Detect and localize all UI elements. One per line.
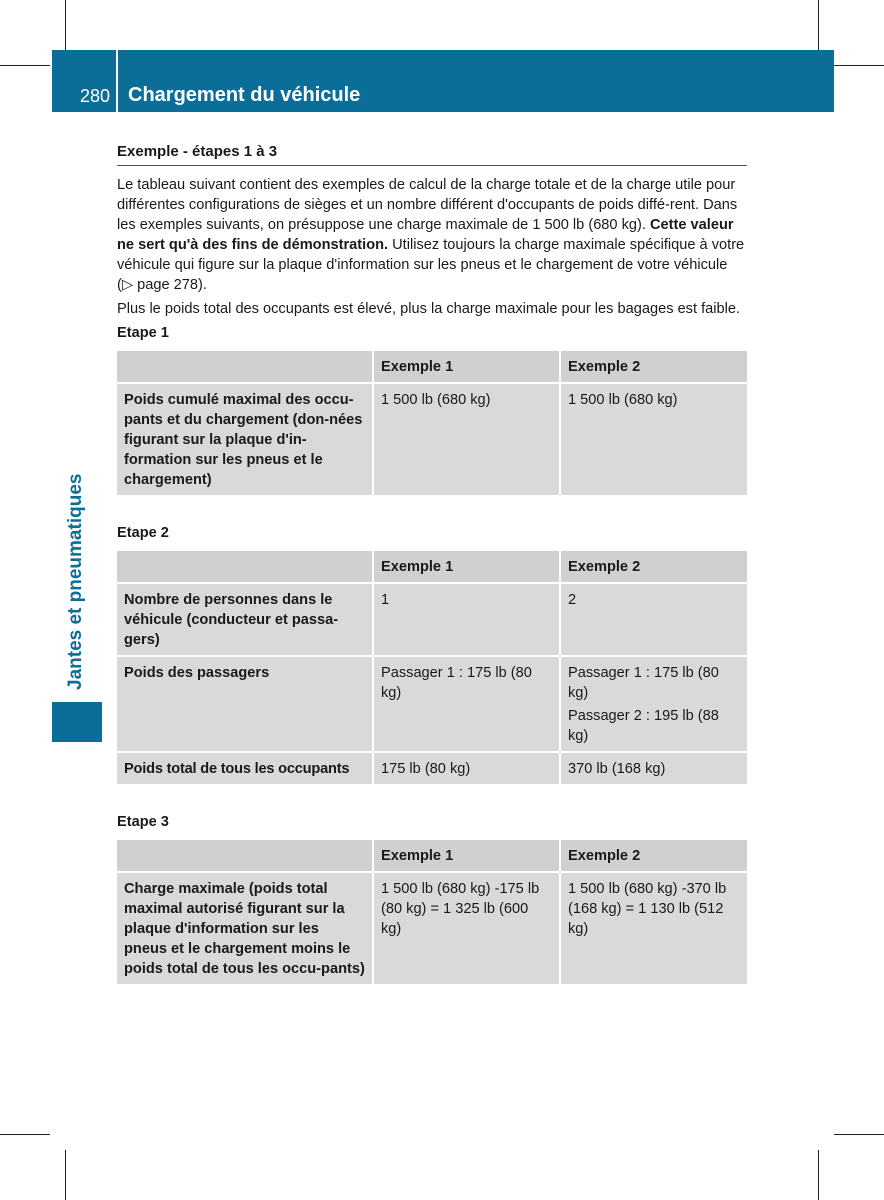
table-corner-cell xyxy=(117,551,373,583)
side-tab-label: Jantes et pneumatiques xyxy=(65,473,86,690)
table-cell: 370 lb (168 kg) xyxy=(560,752,747,785)
table-row xyxy=(117,383,747,496)
table-corner-cell xyxy=(117,840,373,872)
table-cell: 175 lb (80 kg) xyxy=(373,752,560,785)
step-label: Etape 3 xyxy=(117,814,169,830)
table-cell: Passager 1 : 175 lb (80 kg) xyxy=(373,656,560,752)
intro-text: Le tableau suivant contient des exemples de calcul de la charge totale et de la charge utile pour différentes configurations de sièges et un nombre différent d'occupants de poids diffé-rent. Dans les exemples suivants, on présuppose une charge maximale de 1 500 lb (680 kg). xyxy=(117,177,738,233)
table-cell xyxy=(560,656,747,752)
column-header: Exemple 1 xyxy=(373,840,560,872)
page-number: 280 xyxy=(79,86,110,106)
table-cell: 2 xyxy=(560,583,747,656)
step-table xyxy=(117,351,747,497)
main-content xyxy=(117,142,747,1012)
table-row xyxy=(117,583,747,656)
table-row xyxy=(117,752,747,785)
intro-text-continued: Utilisez toujours la charge maximale spécifique à votre véhicule qui figure sur la plaque d'information sur les pneus et le chargement de votre véhicule (▷ page 278). xyxy=(117,237,745,293)
crop-mark xyxy=(818,0,819,50)
table-cell: 1 500 lb (680 kg) xyxy=(373,383,560,496)
table-row xyxy=(117,656,747,752)
table-cell: 1 xyxy=(373,583,560,656)
column-header: Exemple 1 xyxy=(373,351,560,383)
step-label: Etape 2 xyxy=(117,525,169,541)
table-cell: 1 500 lb (680 kg) -175 lb (80 kg) = 1 325 lb (600 kg) xyxy=(373,872,560,985)
cell-line: Passager 1 : 175 lb (80 kg) xyxy=(568,665,719,701)
crop-mark xyxy=(65,0,66,50)
table-cell: 1 500 lb (680 kg) xyxy=(560,383,747,496)
column-header: Exemple 2 xyxy=(560,551,747,583)
intro-emphasis: Cette valeur ne sert qu'à des fins de démonstration. xyxy=(117,217,734,253)
crop-mark xyxy=(818,1150,819,1200)
crop-mark xyxy=(834,1134,884,1135)
table-header-row xyxy=(117,551,747,583)
row-header: Poids cumulé maximal des occu-pants et du chargement (don-nées figurant sur la plaque d'in-formation sur les pneus et le chargement) xyxy=(117,383,373,496)
table-header-row xyxy=(117,351,747,383)
table-cell: 1 500 lb (680 kg) -370 lb (168 kg) = 1 130 lb (512 kg) xyxy=(560,872,747,985)
header-divider xyxy=(116,50,118,112)
table-corner-cell xyxy=(117,351,373,383)
section-title: Exemple - étapes 1 à 3 xyxy=(117,142,747,166)
row-header: Charge maximale (poids total maximal autorisé figurant sur la plaque d'information sur les pneus et le chargement moins le poids total de tous les occu-pants) xyxy=(117,872,373,985)
intro-paragraph xyxy=(117,175,747,295)
column-header: Exemple 1 xyxy=(373,551,560,583)
step-label: Etape 1 xyxy=(117,325,169,341)
crop-mark xyxy=(0,1134,50,1135)
crop-mark xyxy=(834,65,884,66)
column-header: Exemple 2 xyxy=(560,840,747,872)
crop-mark xyxy=(0,65,50,66)
side-tab-marker xyxy=(52,702,102,742)
step-table xyxy=(117,840,747,986)
column-header: Exemple 2 xyxy=(560,351,747,383)
table-header-row xyxy=(117,840,747,872)
note-paragraph: Plus le poids total des occupants est élevé, plus la charge maximale pour les bagages est faible. xyxy=(117,301,741,317)
cell-line: Passager 2 : 195 lb (88 kg) xyxy=(568,708,719,744)
row-header: Poids total de tous les occupants xyxy=(117,752,373,785)
table-row xyxy=(117,872,747,985)
row-header: Poids des passagers xyxy=(117,656,373,752)
row-header: Nombre de personnes dans le véhicule (conducteur et passa-gers) xyxy=(117,583,373,656)
step-table xyxy=(117,551,747,786)
page-title: Chargement du véhicule xyxy=(128,84,361,106)
crop-mark xyxy=(65,1150,66,1200)
